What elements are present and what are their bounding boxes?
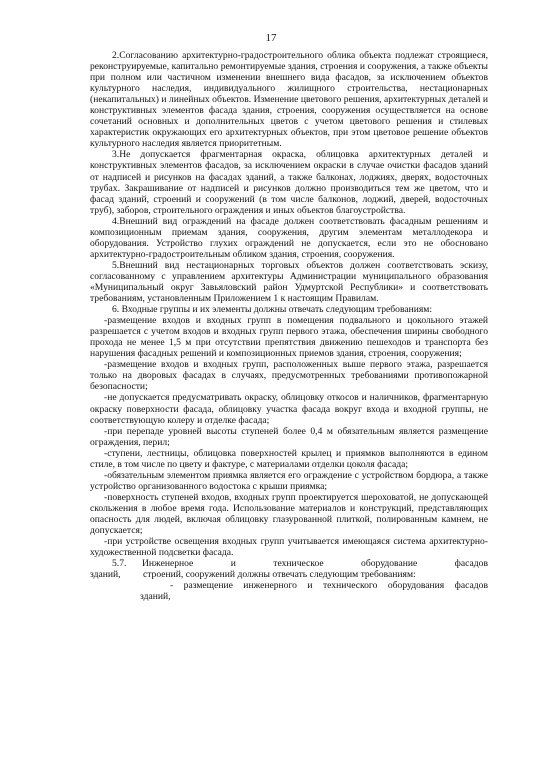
list-item: -размещение входов и входных групп, расположенных выше первого этажа, разрешается только на дворовых фасадах в случаях, предусмотренных требованиями противопожарной безопасности; bbox=[90, 359, 488, 393]
item-5-7-subitem-line2: зданий, bbox=[140, 591, 171, 603]
paragraph-5: 5.Внешний вид нестационарных торговых объектов должен соответствовать эскизу, согласованному с управлением архитектуры Администрации муниципального образования «Муниципальный округ Завьяловский район Удмуртской Республики» и соответствовать требованиям, установленным Приложением 1 к настоящим Правилам. bbox=[90, 259, 488, 305]
list-item: -ступени, лестницы, облицовка поверхностей крылец и приямков выполняются в едином стиле, в том числе по цвету и фактуре, с материалами отделки цоколя фасада; bbox=[90, 447, 488, 470]
item-5-7-subitem-line1: - размещение инженерного и технического оборудования фасадов bbox=[170, 580, 488, 592]
page-number: 17 bbox=[265, 32, 277, 44]
paragraph-3: 3.Не допускается фрагментарная окраска, облицовка архитектурных деталей и конструктивных элементов фасадов, за исключением окраски в случае очистки фасадов зданий от надписей и рисунков на фасадах зданий, а также балконах, лоджиях, дверях, водосточных трубах. Закрашивание от надписей и рисунков должно производиться тем же цветом, что и фасад зданий, строений и сооружений (в том числе балконов, лоджий, дверей, водосточных труб), заборов, строительного ограждения и иных объектов благоустройства. bbox=[90, 149, 488, 216]
list-item: -обязательным элементом приямка является его ограждение с устройством бордюра, а также устройство организованного водостока с крыши приямка; bbox=[90, 469, 488, 492]
item-5-7-heading bbox=[90, 558, 488, 569]
item-5-7-line2-start: зданий, bbox=[90, 569, 121, 581]
item-5-7-line2 bbox=[90, 569, 488, 580]
list-item: -размещение входов и входных групп в помещения подвального и цокольного этажей разрешается с учетом входов и входных групп первого этажа, обеспечения ширины свободного прохода не менее 1,5 м при отсутствии препятствия движению пешеходов и транспорта без нарушения фасадных решений и композиционных приемов здания, строения, сооружения; bbox=[90, 315, 488, 360]
item-5-7-number: 5.7. bbox=[112, 558, 127, 570]
item-5-7-line2-rest: строений, сооружений должны отвечать следующим требованиям: bbox=[142, 569, 416, 581]
document-body bbox=[90, 50, 488, 602]
list-item: -при устройстве освещения входных групп учитывается имеющаяся система архитектурно-художественной подсветки фасада. bbox=[90, 536, 488, 559]
list-item: -не допускается предусматривать окраску, облицовку откосов и наличников, фрагментарную окраску поверхности фасада, облицовку участка фасада вокруг входа и входной группы, не соответствующую колеру и отделке фасада; bbox=[90, 392, 488, 426]
item-5-7-line1: Инженерное и техническое оборудование фасадов bbox=[142, 558, 488, 570]
paragraph-4: 4.Внешний вид ограждений на фасаде должен соответствовать фасадным решениям и композиционным приемам здания, сооружения, другим элементам металлодекора и оборудования. Устройство глухих ограждений не допускается, если это не обосновано архитектурно-градостроительным обликом здания, строения, сооружения. bbox=[90, 215, 488, 260]
paragraph-6: 6. Входные группы и их элементы должны отвечать следующим требованиям: bbox=[112, 304, 433, 316]
paragraph-2: 2.Согласованию архитектурно-градостроительного облика объекта подлежат строящиеся, реконструируемые, капитально ремонтируемые здания, строения и сооружения, а также объекты при полном или частичном изменении внешнего вида фасадов, за исключением объектов культурного наследия, индивидуального жилищного строительства, нестационарных (некапитальных) и линейных объектов. Изменение цветового решения, архитектурных деталей и конструктивных элементов фасада здания, строения, сооружения осуществляется на основе сочетаний основных и дополнительных цветов с учетом цветового решения и стилевых характеристик окружающих его архитектурных объектов, при этом цветовое решение объектов культурного наследия является приоритетным. bbox=[90, 50, 488, 150]
list-item: -поверхность ступеней входов, входных групп проектируется шероховатой, не допускающей скольжения в любое время года. Использование материалов и конструкций, представляющих опасность для людей, включая облицовку глазурованной плиткой, полированным камнем, не допускается; bbox=[90, 491, 488, 537]
list-item: -при перепаде уровней высоты ступеней более 0,4 м обязательным является размещение ограждения, перил; bbox=[90, 425, 488, 448]
